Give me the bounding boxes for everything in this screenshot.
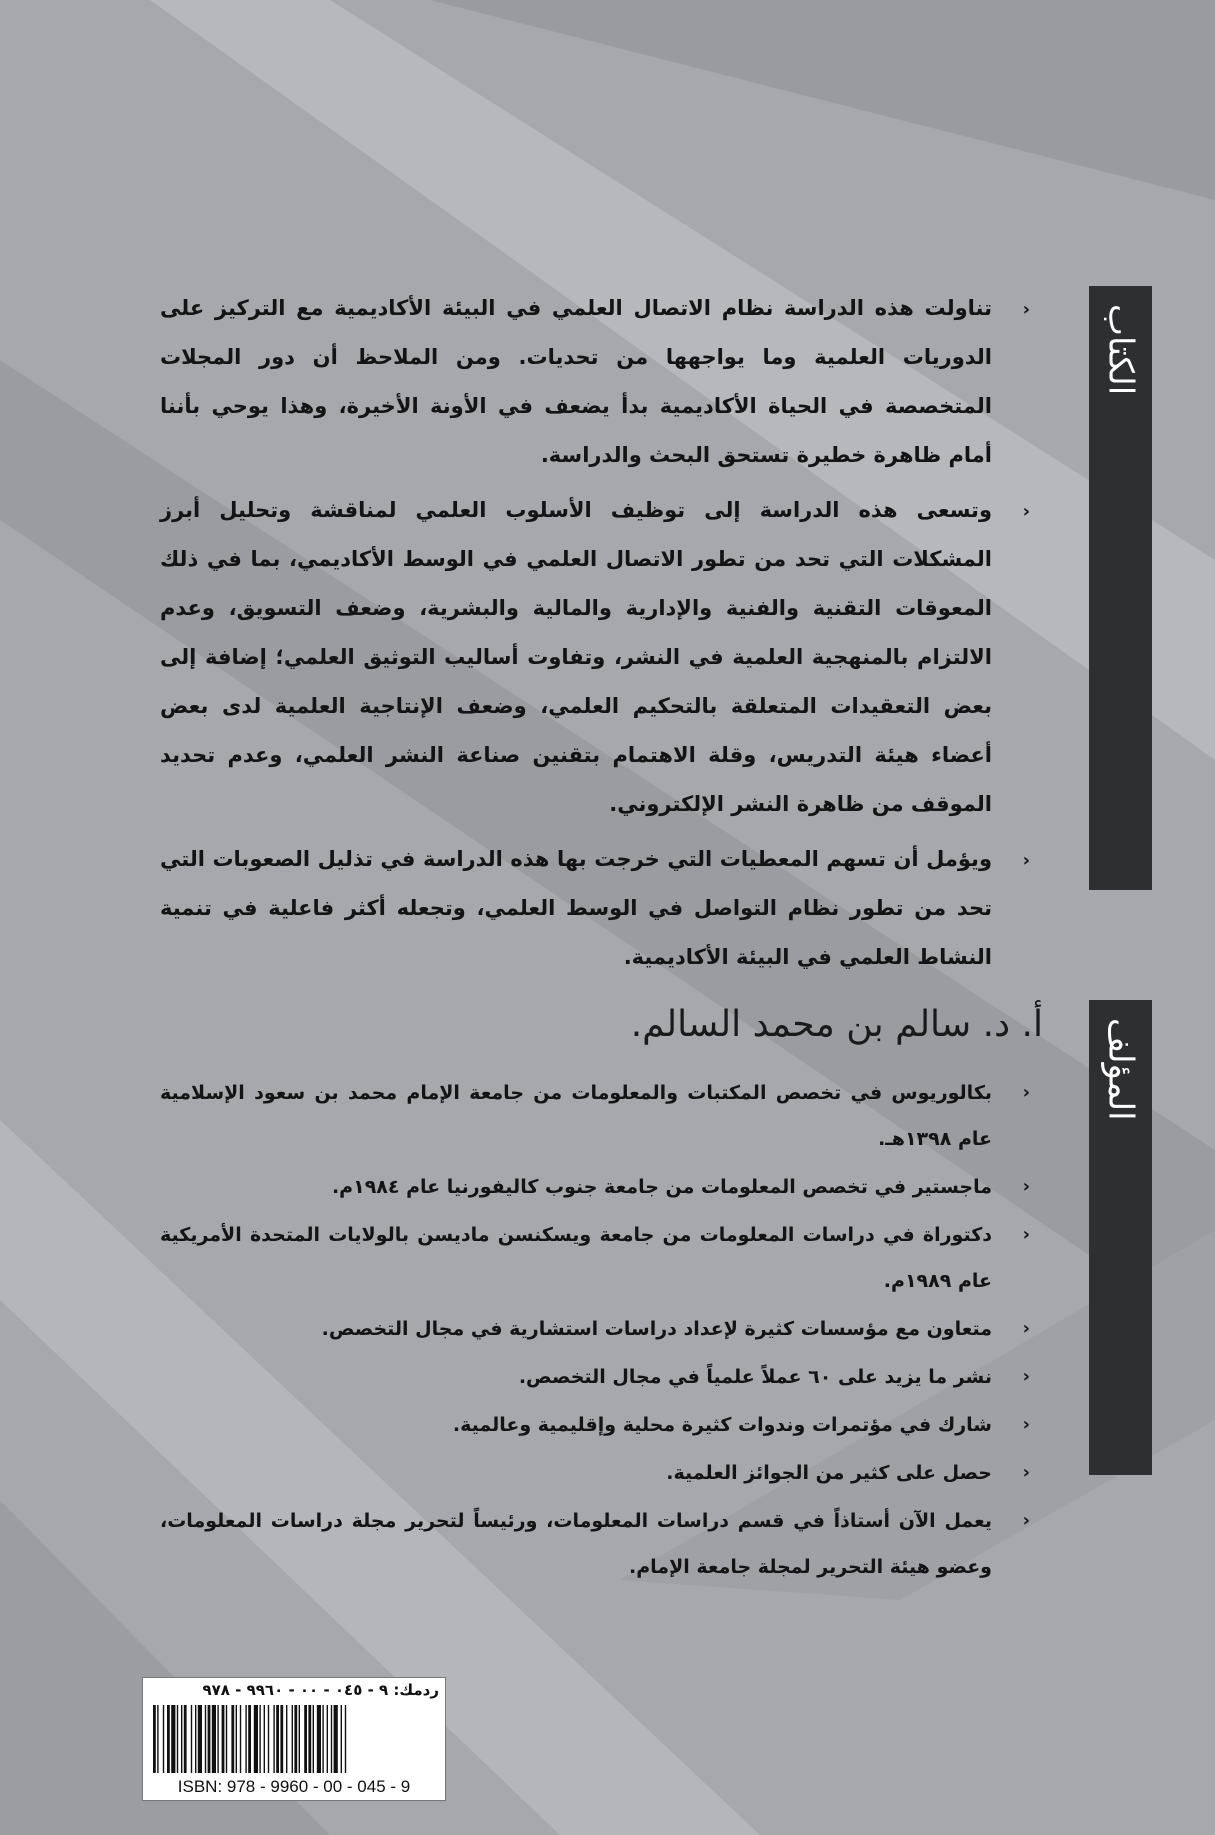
chevron-left-icon: ‹ [1022,1082,1030,1103]
barcode-bar [184,1705,187,1773]
barcode-bar [217,1705,218,1773]
book-description-list [160,284,1030,988]
barcode-bar [240,1705,241,1773]
barcode-bar [317,1705,321,1773]
author-bio-item [160,1498,1030,1590]
author-bio-text: حصل على كثير من الجوائز العلمية. [666,1462,992,1484]
author-bio-item [160,1450,1030,1496]
barcode-bar [308,1705,311,1773]
barcode-bar [248,1705,251,1773]
book-paragraph [160,284,1030,480]
barcode-bar [171,1705,175,1773]
barcode-bar [212,1705,216,1773]
author-bio-item [160,1070,1030,1162]
barcode-bar [304,1705,307,1773]
barcode-bar [153,1705,156,1773]
chevron-left-icon: ‹ [1022,1510,1030,1531]
barcode-bar [254,1705,258,1773]
barcode-bar [231,1705,234,1773]
barcode-bar [195,1705,196,1773]
barcode-bar [273,1705,274,1773]
barcode-bar [334,1705,338,1773]
rdmk-number: ردمك: ٩ - ٠٤٥ - ٠٠ - ٩٩٦٠ - ٩٧٨ [202,1681,439,1699]
barcode-bar [222,1705,225,1773]
barcode-bar [208,1705,211,1773]
chevron-left-icon: ‹ [1022,1176,1030,1197]
barcode-bar [280,1705,283,1773]
barcode-bar [345,1705,346,1773]
book-tab-label: الكتاب [1100,304,1141,396]
barcode-bar [205,1705,206,1773]
barcode-bar [268,1705,269,1773]
author-bio-text: شارك في مؤتمرات وندوات كثيرة محلية وإقليمية وعالمية. [452,1414,992,1436]
barcode-bar [236,1705,237,1773]
barcode-bar [276,1705,279,1773]
barcode-bar [245,1705,246,1773]
author-bio-text: يعمل الآن أستاذاً في قسم دراسات المعلومات، ورئيساً لتحرير مجلة دراسات المعلومات، وعضو هيئة التحرير لمجلة جامعة الإمام. [160,1510,992,1578]
author-bio-text: بكالوريوس في تخصص المكتبات والمعلومات من جامعة الإمام محمد بن سعود الإسلامية عام ١٣٩٨هـ. [160,1082,992,1150]
author-bio-item [160,1306,1030,1352]
chevron-left-icon: ‹ [1022,1224,1030,1245]
barcode-bar [191,1705,192,1773]
author-tab-label: المؤلف [1100,1018,1141,1121]
author-bio-list [160,1070,1030,1592]
barcode-bar [299,1705,300,1773]
chevron-left-icon: ‹ [1022,1414,1030,1435]
barcode-bar [157,1705,158,1773]
barcode-bar [264,1705,265,1773]
barcode-bar [341,1705,342,1773]
barcode-bar [294,1705,297,1773]
author-bio-text: ماجستير في تخصص المعلومات من جامعة جنوب كاليفورنيا عام ١٩٨٤م. [331,1176,992,1198]
book-paragraph [160,835,1030,982]
barcode-bar [327,1705,328,1773]
barcode-bar [313,1705,314,1773]
barcode-bar [167,1705,170,1773]
chevron-left-icon: ‹ [1022,1318,1030,1339]
book-section-tab [1089,286,1152,890]
author-name: أ. د. سالم بن محمد السالم. [630,1004,1043,1045]
author-bio-item [160,1354,1030,1400]
barcode-bar [198,1705,202,1773]
barcode-bar [181,1705,182,1773]
barcode-bar [259,1705,260,1773]
book-paragraph-text: تناولت هذه الدراسة نظام الاتصال العلمي في البيئة الأكاديمية مع التركيز على الدوريات العلمية وما يواجهها من تحديات. ومن الملاحظ أن دور المجلات المتخصصة في الحياة الأكاديمية بدأ يضعف في الأونة الأخيرة، وهذا يوحي بأننا أمام ظاهرة خطيرة تستحق البحث والدراسة. [160,296,992,467]
chevron-left-icon: ‹ [1022,299,1030,320]
barcode-bars [147,1705,439,1773]
isbn-barcode-block [142,1677,446,1801]
author-bio-text: متعاون مع مؤسسات كثيرة لإعداد دراسات استشارية في مجال التخصص. [321,1318,992,1340]
barcode-bar [292,1705,293,1773]
barcode-bar [226,1705,227,1773]
author-bio-text: دكتوراة في دراسات المعلومات من جامعة ويسكنسن ماديسن بالولايات المتحدة الأمريكية عام ١٩٨٩م. [160,1224,992,1292]
book-paragraph-text: وتسعى هذه الدراسة إلى توظيف الأسلوب العلمي لمناقشة وتحليل أبرز المشكلات التي تحد من تطور الاتصال العلمي في الوسط الأكاديمي، بما في ذلك المعوقات التقنية والفنية والإدارية والمالية والبشرية، وضعف التسويق، وعدم الالتزام بالمنهجية العلمية في النشر، وتفاوت أساليب التوثيق العلمي؛ إضافة إلى بعض التعقيدات المتعلقة بالتحكيم العلمي، وضعف الإنتاجية العلمية لدى بعض أعضاء هيئة التدريس، وقلة الاهتمام بتقنين صناعة النشر العلمي، وعدم تحديد الموقف من ظاهرة النشر الإلكتروني. [160,498,992,816]
author-bio-text: نشر ما يزيد على ٦٠ عملاً علمياً في مجال التخصص. [518,1366,992,1388]
barcode-bar [177,1705,178,1773]
author-bio-item [160,1402,1030,1448]
barcode-bar [322,1705,323,1773]
isbn-number: ISBN: 978 - 9960 - 00 - 045 - 9 [177,1777,411,1796]
chevron-left-icon: ‹ [1022,1366,1030,1387]
book-paragraph-text: ويؤمل أن تسهم المعطيات التي خرجت بها هذه الدراسة في تذليل الصعوبات التي تحد من تطور نظام التواصل في الوسط العلمي، وتجعله أكثر فاعلية في تنمية النشاط العلمي في البيئة الأكاديمية. [160,847,992,969]
chevron-left-icon: ‹ [1022,1462,1030,1483]
author-bio-item [160,1164,1030,1210]
chevron-left-icon: ‹ [1022,850,1030,871]
barcode-bar [286,1705,287,1773]
book-paragraph [160,486,1030,829]
barcode-bar [163,1705,164,1773]
chevron-left-icon: ‹ [1022,501,1030,522]
barcode-bar [331,1705,332,1773]
author-section-tab [1089,1000,1152,1475]
author-bio-item [160,1212,1030,1304]
